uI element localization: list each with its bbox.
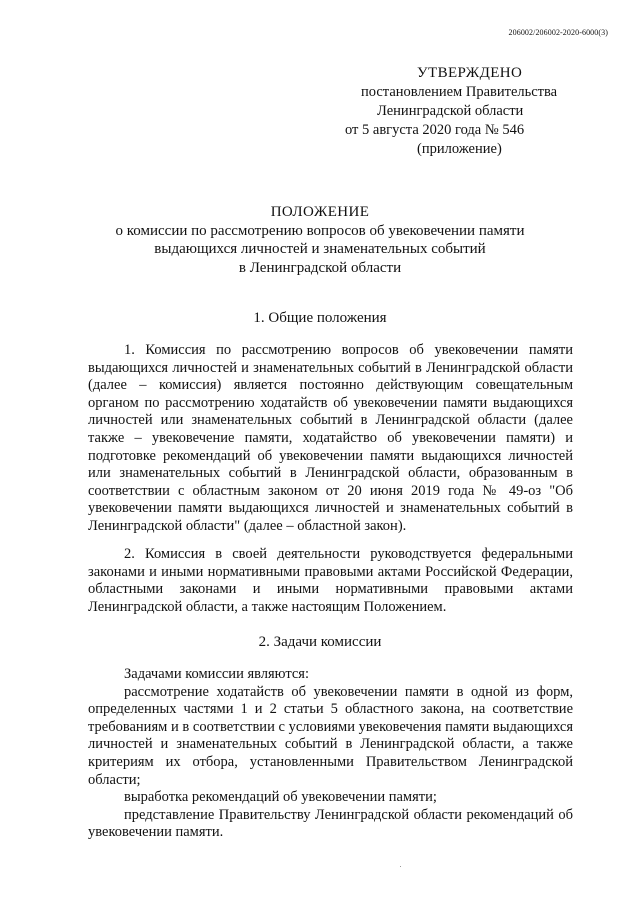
scan-speck	[400, 866, 401, 867]
section-2-intro: Задачами комиссии являются:	[124, 666, 309, 682]
section-2-item-2: выработка рекомендаций об увековечении памяти;	[124, 789, 437, 806]
approval-line-4: (приложение)	[417, 141, 502, 157]
section-2-item-1: рассмотрение ходатайств об увековечении памяти в одной из форм, определенных частями 1 и 2 статьи 5 областного закона, на соответствие требованиям и в соответствии с условиями увековечения памяти выдающихся личностей и знаменательных событий в Ленинградской области, а также критериям их отбора, установленными Правительством Ленинградской области;	[88, 683, 573, 788]
section-1-paragraph-2: 2. Комиссия в своей деятельности руководствуется федеральными законами и иными нормативными правовыми актами Российской Федерации, областными законами и иными нормативными правовыми актами Ленинградской области, а также настоящим Положением.	[88, 546, 573, 615]
title-line-1: о комиссии по рассмотрению вопросов об увековечении памяти	[115, 222, 525, 239]
section-2-item-3: представление Правительству Ленинградской области рекомендаций об увековечении памяти.	[88, 806, 573, 841]
section-1-paragraph-1-block	[88, 342, 573, 536]
approval-line-3: от 5 августа 2020 года № 546	[345, 122, 525, 138]
title-main: ПОЛОЖЕНИЕ	[270, 204, 370, 220]
title-line-3: в Ленинградской области	[238, 259, 402, 276]
approval-heading: УТВЕРЖДЕНО	[417, 65, 523, 81]
approval-line-1: постановлением Правительства	[361, 84, 558, 100]
section-2-content	[88, 666, 573, 842]
title-line-2: выдающихся личностей и знаменательных событий	[154, 241, 486, 257]
section-1-paragraph-1: 1. Комиссия по рассмотрению вопросов об увековечении памяти выдающихся личностей и знаменательных событий в Ленинградской области (далее – комиссия) является постоянно действующим совещательным органом по рассмотрению ходатайств об увековечении памяти выдающихся личностей или знаменательных событий в Ленинградской области (далее также – увековечение памяти, ходатайство об увековечении памяти) и подготовке рекомендаций об увековечении памяти выдающихся личностей или знаменательных событий в Ленинградской области, образованным в соответствии с областным законом от 20 июня 2019 года № 49-оз "Об увековечении памяти выдающихся личностей и знаменательных событий в Ленинградской области" (далее – областной закон).	[88, 342, 573, 534]
document-title	[0, 203, 640, 277]
approval-line-2: Ленинградской области	[377, 103, 524, 119]
section-2-heading: 2. Задачи комиссии	[258, 634, 382, 650]
section-1-heading: 1. Общие положения	[253, 310, 387, 326]
document-id: 206002/206002-2020-6000(3)	[508, 28, 608, 37]
section-1-paragraph-2-block	[88, 546, 573, 616]
approval-stamp	[345, 64, 605, 159]
